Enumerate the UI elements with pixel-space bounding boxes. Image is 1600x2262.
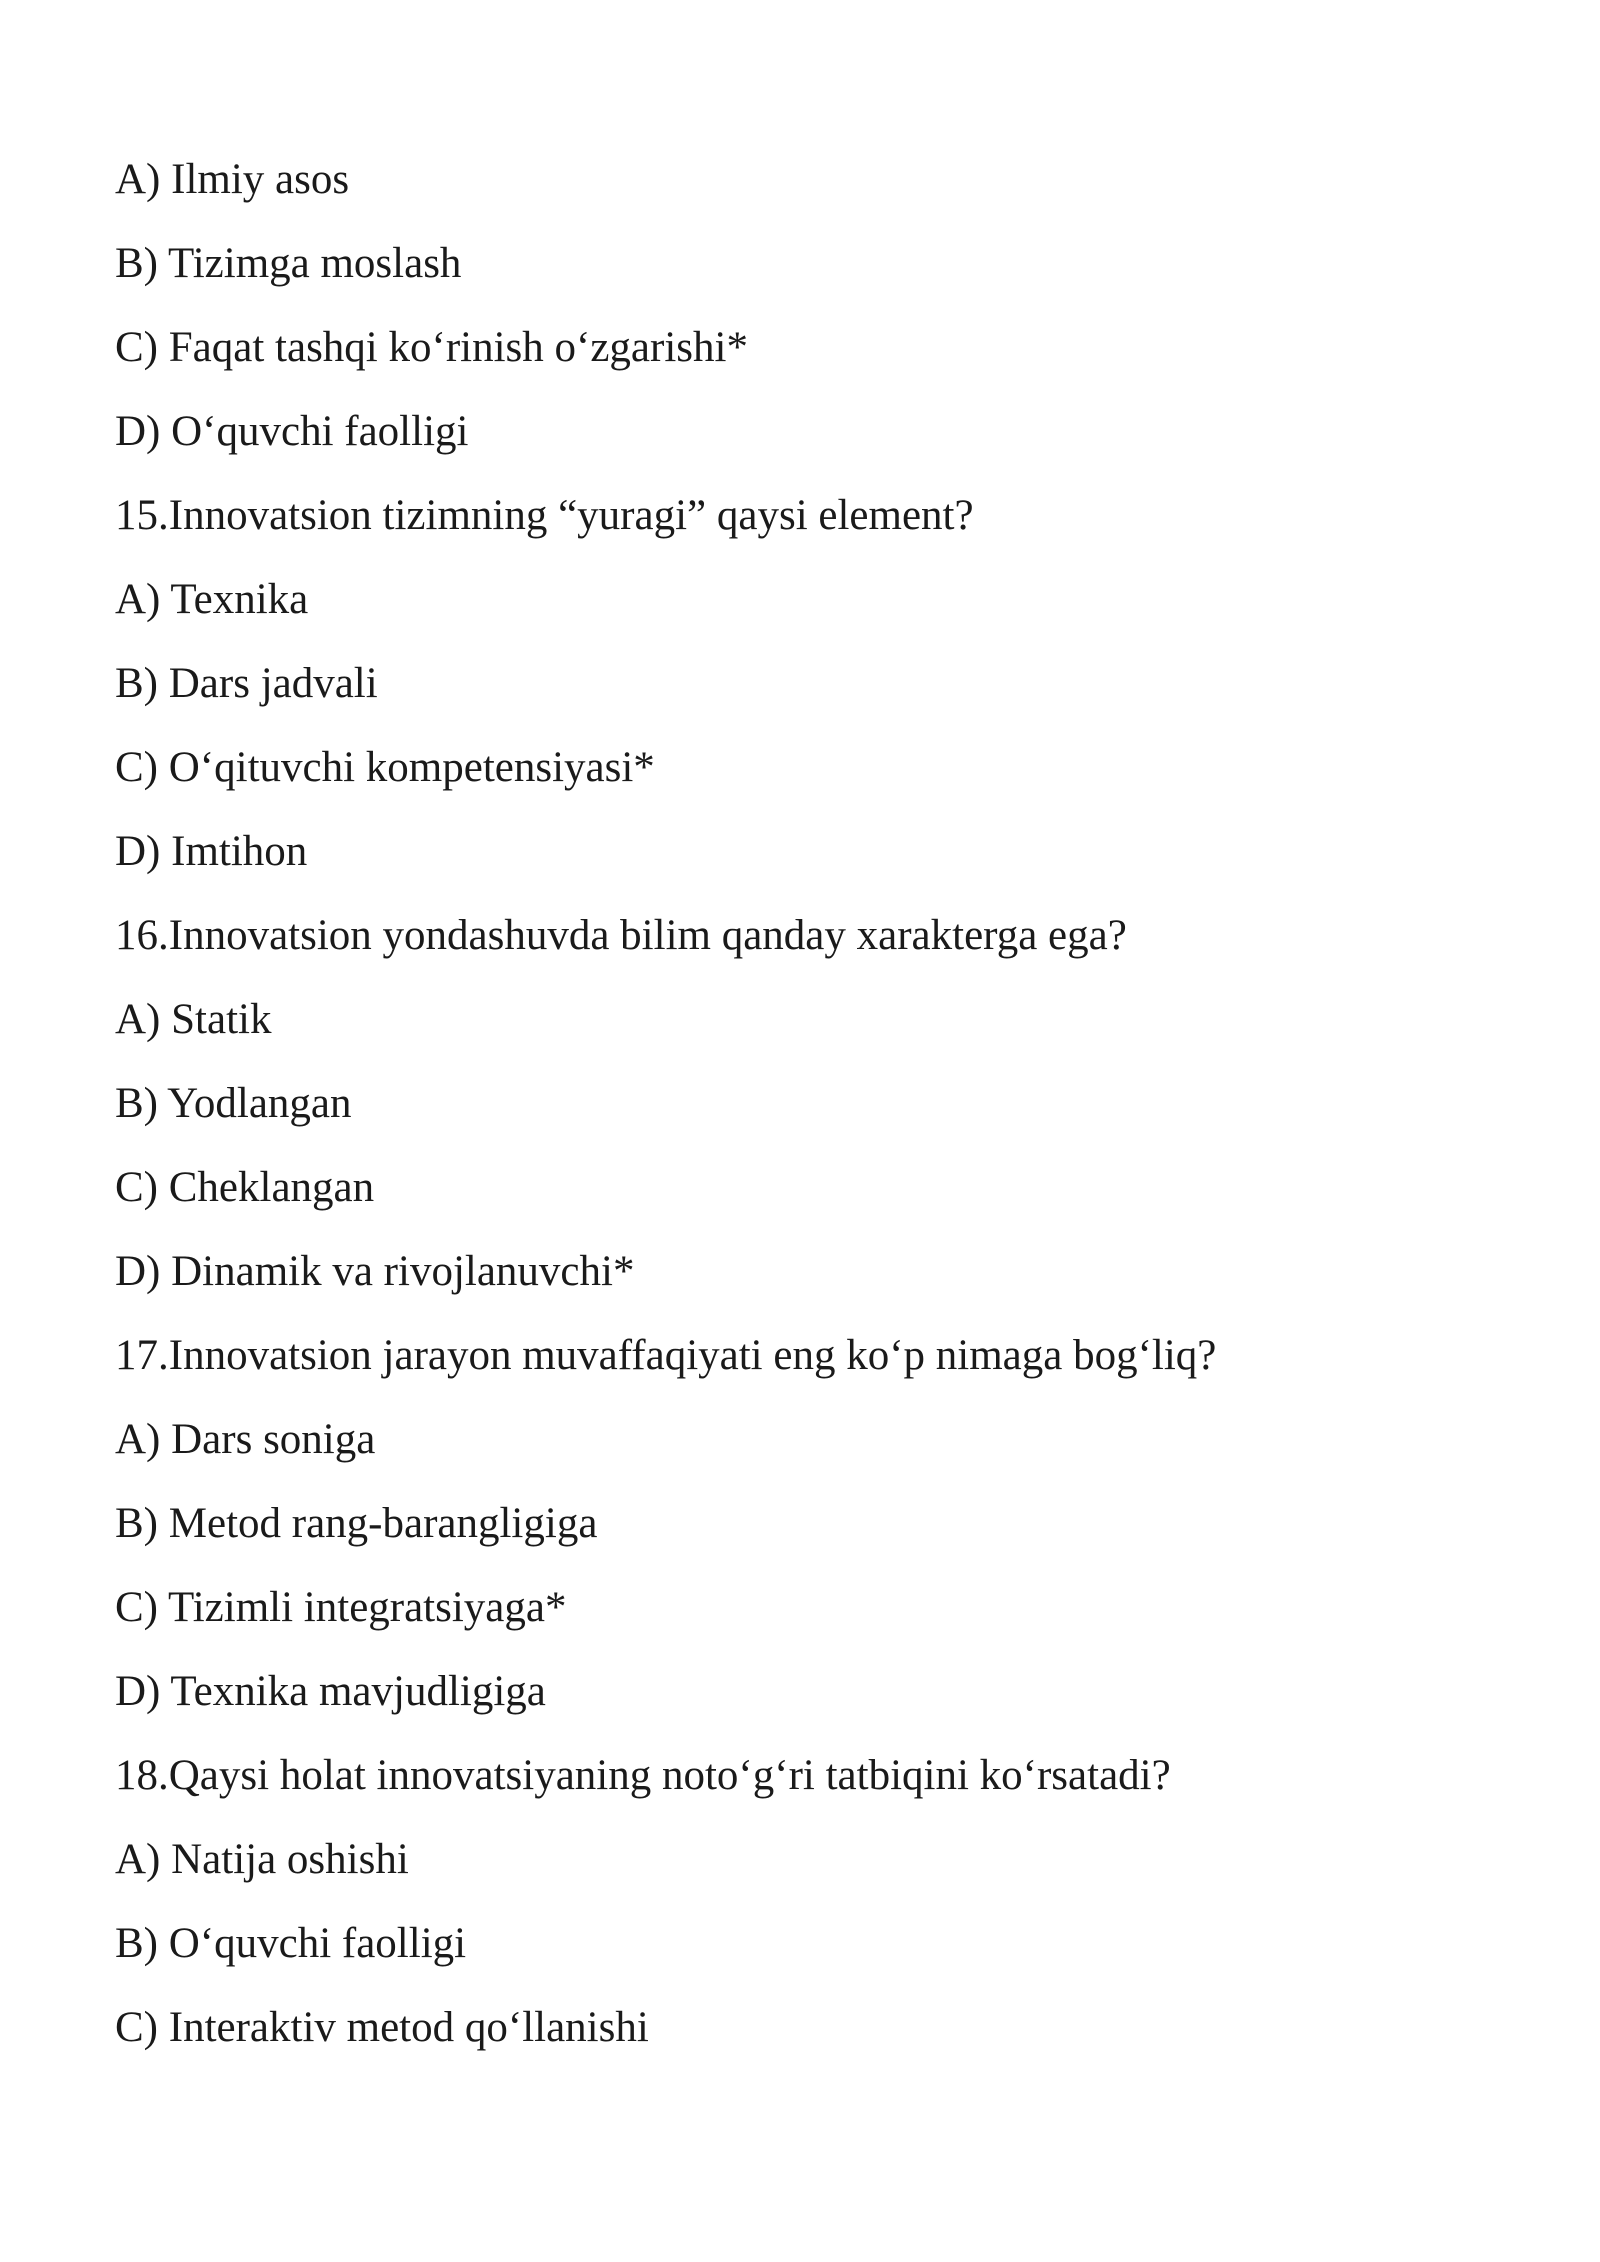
option-line: D) Texnika mavjudligiga: [115, 1668, 546, 1715]
question-line: 15.Innovatsion tizimning “yuragi” qaysi element?: [115, 492, 974, 539]
option-line: B) Tizimga moslash: [115, 240, 462, 287]
question-line: 16.Innovatsion yondashuvda bilim qanday xarakterga ega?: [115, 912, 1127, 959]
question-line: 18.Qaysi holat innovatsiyaning noto‘g‘ri tatbiqini ko‘rsatadi?: [115, 1752, 1171, 1799]
option-line: A) Texnika: [115, 576, 309, 623]
option-line: D) Imtihon: [115, 828, 308, 875]
question-list: [115, 150, 1515, 2082]
option-line: C) O‘qituvchi kompetensiyasi*: [115, 744, 655, 791]
option-line: B) Dars jadvali: [115, 660, 378, 707]
option-line: A) Natija oshishi: [115, 1836, 409, 1883]
option-line: A) Ilmiy asos: [115, 156, 350, 203]
option-line: D) O‘quvchi faolligi: [115, 408, 469, 455]
option-line: B) Yodlangan: [115, 1080, 352, 1127]
option-line: C) Tizimli integratsiyaga*: [115, 1584, 567, 1631]
option-line: C) Cheklangan: [115, 1164, 375, 1211]
option-line: A) Statik: [115, 996, 272, 1043]
option-line: B) Metod rang-barangligiga: [115, 1500, 598, 1547]
option-line: B) O‘quvchi faolligi: [115, 1920, 467, 1967]
option-line: A) Dars soniga: [115, 1416, 376, 1463]
option-line: D) Dinamik va rivojlanuvchi*: [115, 1248, 635, 1295]
option-line: C) Faqat tashqi ko‘rinish o‘zgarishi*: [115, 324, 748, 371]
question-line: 17.Innovatsion jarayon muvaffaqiyati eng ko‘p nimaga bog‘liq?: [115, 1332, 1217, 1379]
option-line: C) Interaktiv metod qo‘llanishi: [115, 2004, 649, 2051]
